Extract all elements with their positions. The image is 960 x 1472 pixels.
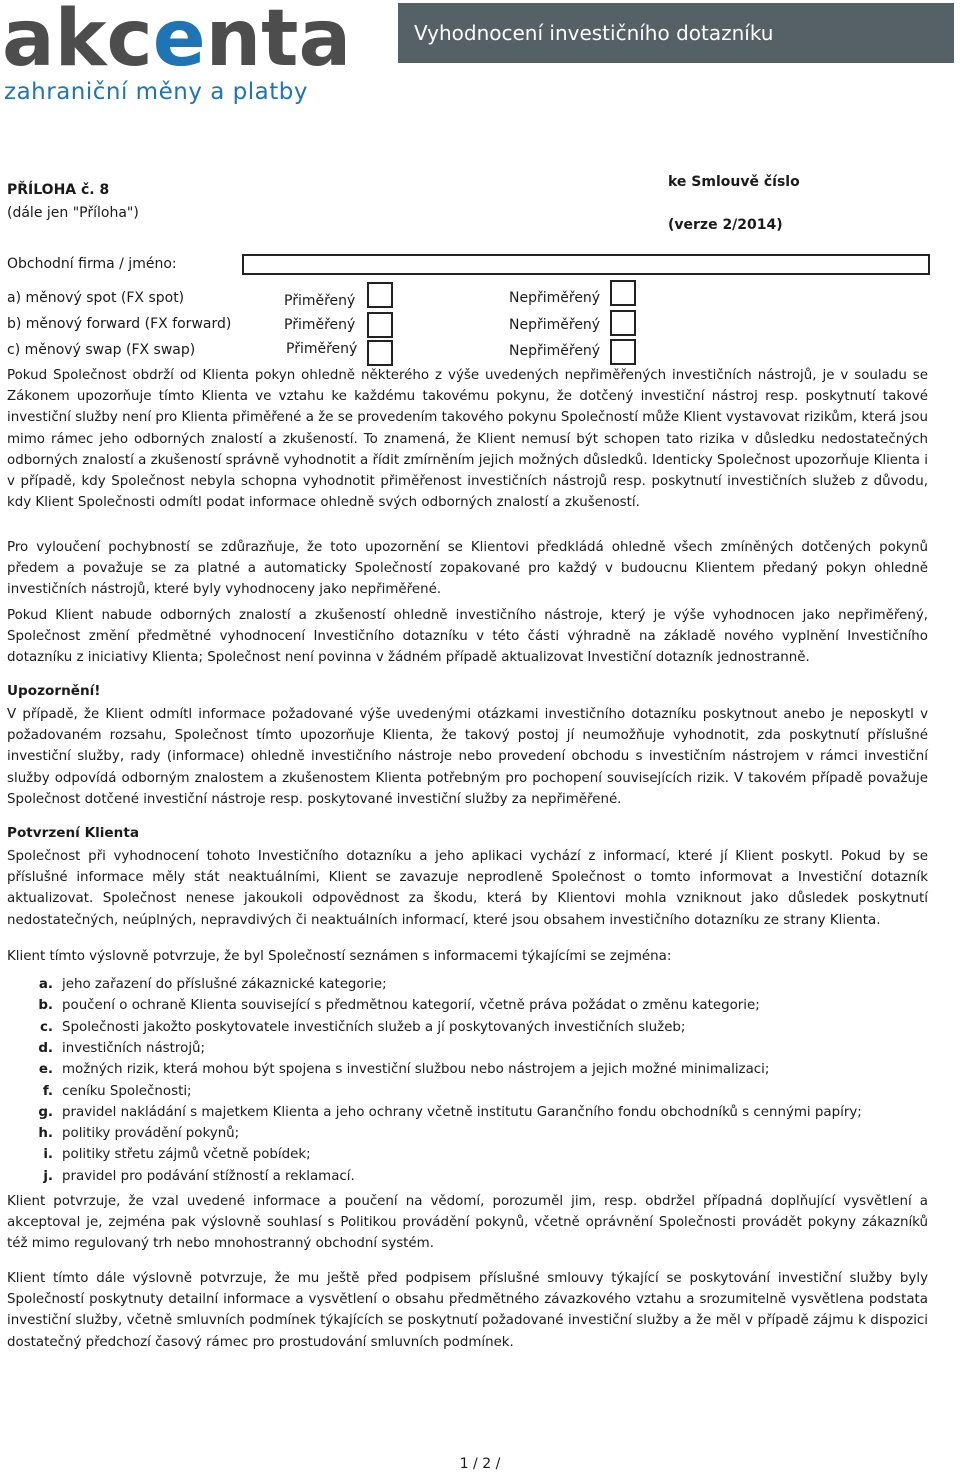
- list-letter: a.: [38, 977, 53, 992]
- suitable-label: Přiměřený: [284, 293, 356, 309]
- company-name-label: Obchodní firma / jméno:: [7, 256, 177, 272]
- version-label: (verze 2/2014): [668, 217, 783, 233]
- list-text: pravidel nakládání s majetkem Klienta a jeho ochrany včetně institutu Garančního fondu obchodníků s cennými papíry;: [62, 1105, 862, 1120]
- unsuitable-checkbox[interactable]: [610, 310, 636, 336]
- list-item: [7, 1123, 907, 1144]
- suitable-checkbox[interactable]: [367, 312, 393, 338]
- page-number: 1 / 2 /: [459, 1456, 501, 1472]
- instrument-name: a) měnový spot (FX spot): [7, 290, 185, 306]
- list-letter: g.: [38, 1105, 53, 1120]
- list-item: [7, 995, 907, 1016]
- info-intro-paragraph: Klient tímto výslovně potvrzuje, že byl Společností seznámen s informacemi týkajícími se zejména:: [7, 949, 672, 964]
- confirmation-paragraph: Společnost při vyhodnocení tohoto Investičního dotazníku a jeho aplikaci vychází z informací, které jí Klient poskytl. Pokud by se příslušné informace měly stát neaktuálními, Klient se zavazuje neprodleně Společnost o tomto informovat a Investiční dotazník aktualizovat. Společnost nenese jakoukoli odpovědnost za škodu, která by Klientovi mohla vzniknout jako důsledek poskytnutí nedostatečných, neúplných, nepravdivých či neaktuálních informací, které jsou obsahem investičního dotazníku ze strany Klienta.: [7, 849, 928, 928]
- clarification-paragraph: Pro vyloučení pochybností se zdůrazňuje, že toto upozornění se Klientovi předkládá ohledně všech zmíněných dotčených pokynů předem a považuje se za platné a automaticky Společností zopakované pro každý v budoucnu Klientem předaný pokyn ohledně investičních nástrojů, které byly vyhodnoceny jako nepřiměřené.: [7, 540, 928, 598]
- appendix-label: PŘÍLOHA č. 8: [7, 182, 110, 198]
- list-item: [7, 1059, 907, 1080]
- confirmation-heading: Potvrzení Klienta: [7, 825, 139, 841]
- pre-contract-info-paragraph: Klient tímto dále výslovně potvrzuje, že mu ještě před podpisem příslušné smlouvy týkající se poskytování investiční služby byly Společností poskytnuty detailní informace a vysvětlení o obsahu předmětného závazkového vztahu a srozumitelně vysvětlena podstata investiční služby, včetně smluvních podmínek týkajících se poskytnutí požadované investiční služby a že měl v případě zájmu k dispozici dostatečný předchozí časový rámec pro prostudování smluvních podmínek.: [7, 1271, 928, 1350]
- instrument-name: b) měnový forward (FX forward): [7, 316, 232, 332]
- unsuitable-label: Nepřiměřený: [509, 290, 601, 306]
- reassessment-paragraph: Pokud Klient nabude odborných znalostí a zkušeností ohledně investičního nástroje, který je výše vyhodnocen jako nepřiměřený, Společnost změní předmětné vyhodnocení Investičního dotazníku v této části výhradně na základě nového vyplnění Investičního dotazníku z iniciativy Klienta; Společnost není povinna v žádném případě aktualizovat Investiční dotazník jednostranně.: [7, 608, 928, 666]
- list-text: politiky střetu zájmů včetně pobídek;: [62, 1147, 311, 1162]
- list-item: [7, 1144, 907, 1165]
- unsuitable-checkbox[interactable]: [610, 339, 636, 365]
- unsuitable-label: Nepřiměřený: [509, 317, 601, 333]
- list-letter: b.: [38, 998, 53, 1013]
- list-letter: f.: [42, 1084, 53, 1099]
- list-item: [7, 1038, 907, 1059]
- suitable-checkbox[interactable]: [367, 282, 393, 308]
- contract-number-label: ke Smlouvě číslo: [668, 174, 800, 190]
- list-item: [7, 1166, 907, 1187]
- suitable-label: Přiměřený: [284, 317, 356, 333]
- instrument-name: c) měnový swap (FX swap): [7, 342, 196, 358]
- list-letter: e.: [38, 1062, 53, 1077]
- list-text: možných rizik, která mohou být spojena s investiční službou nebo nástrojem a jejich možné minimalizaci;: [62, 1062, 770, 1077]
- nonsuitability-notice: Pokud Společnost obdrží od Klienta pokyn ohledně některého z výše uvedených nepřiměřených investičních nástrojů, je v souladu se Zákonem upozorňuje tímto Klienta ve vztahu ke každému takovému pokynu, že dotčený investiční nástroj resp. poskytnutí takové investiční služby není pro Klienta přiměřené a že se provedením takového pokynu Společností může Klient vystavovat rizikům, která jsou mimo rámec jeho odborných znalostí a zkušeností. To znamená, že Klient nemusí být schopen tato rizika v důsledku nedostatečných odborných znalostí a zkušeností správně vyhodnotit a řídit zmírněním jejich možných důsledků. Identicky Společnost upozorňuje Klienta i v případě, kdy Společnost nebyla schopna vyhodnotit přiměřenost investičních nástrojů resp. poskytnutí investičních služeb z důvodu, kdy Klient Společnosti odmítl podat informace ohledně svých odborných znalostí a zkušeností.: [7, 368, 928, 511]
- acknowledgement-paragraph: Klient potvrzuje, že vzal uvedené informace a poučení na vědomí, porozuměl jim, resp. obdržel případná doplňující vysvětlení a akceptoval je, zejména pak výslovně souhlasí s Politikou provádění pokynů, včetně oprávnění Společnosti provádět pokyny zákazníků též mimo regulovaný trh nebo mnohostranný obchodní systém.: [7, 1194, 928, 1252]
- list-text: poučení o ochraně Klienta související s předmětnou kategorií, včetně práva požádat o změnu kategorie;: [62, 998, 760, 1013]
- appendix-alias: (dále jen "Příloha"): [7, 205, 139, 221]
- list-text: pravidel pro podávání stížností a reklamací.: [62, 1169, 355, 1184]
- suitable-checkbox[interactable]: [367, 340, 393, 366]
- list-letter: d.: [38, 1041, 53, 1056]
- list-item: [7, 974, 907, 995]
- unsuitable-checkbox[interactable]: [610, 280, 636, 306]
- list-item: [7, 1017, 907, 1038]
- list-text: investičních nástrojů;: [62, 1041, 206, 1056]
- list-text: politiky provádění pokynů;: [62, 1126, 240, 1141]
- list-letter: h.: [38, 1126, 53, 1141]
- list-letter: c.: [39, 1020, 53, 1035]
- logo-tagline: zahraniční měny a platby: [4, 79, 308, 105]
- list-letter: j.: [43, 1169, 53, 1184]
- list-letter: i.: [43, 1147, 53, 1162]
- document-title: Vyhodnocení investičního dotazníku: [398, 3, 954, 63]
- list-text: Společnosti jakožto poskytovatele investičních služeb a jí poskytovaných investičních služeb;: [62, 1020, 686, 1035]
- warning-heading: Upozornění!: [7, 683, 101, 699]
- logo-word-accent: e: [152, 0, 206, 84]
- logo-word-part: nta: [205, 0, 352, 84]
- logo-wordmark: [2, 0, 351, 84]
- list-item: [7, 1102, 907, 1123]
- list-text: jeho zařazení do příslušné zákaznické kategorie;: [62, 977, 387, 992]
- logo-word-part: akc: [2, 0, 153, 84]
- company-logo: [0, 0, 352, 110]
- list-item: [7, 1081, 907, 1102]
- list-text: ceníku Společnosti;: [62, 1084, 192, 1099]
- warning-paragraph: V případě, že Klient odmítl informace požadované výše uvedenými otázkami investičního dotazníku poskytnout anebo je neposkytl v požadovaném rozsahu, Společnost tímto upozorňuje Klienta, že takový postoj jí neumožňuje vyhodnotit, zda poskytnutí příslušné investiční služby, rady (informace) ohledně investičního nástroje nebo provedení obchodu s investičním nástrojem v rámci investiční služby odpovídá odborným znalostem a zkušenostem Klienta potřebným pro pochopení souvisejících rizik. V takovém případě považuje Společnost dotčené investiční nástroje resp. poskytované investiční služby za nepřiměřené.: [7, 707, 928, 807]
- suitable-label: Přiměřený: [286, 341, 358, 357]
- unsuitable-label: Nepřiměřený: [509, 343, 601, 359]
- company-name-field[interactable]: [242, 254, 930, 275]
